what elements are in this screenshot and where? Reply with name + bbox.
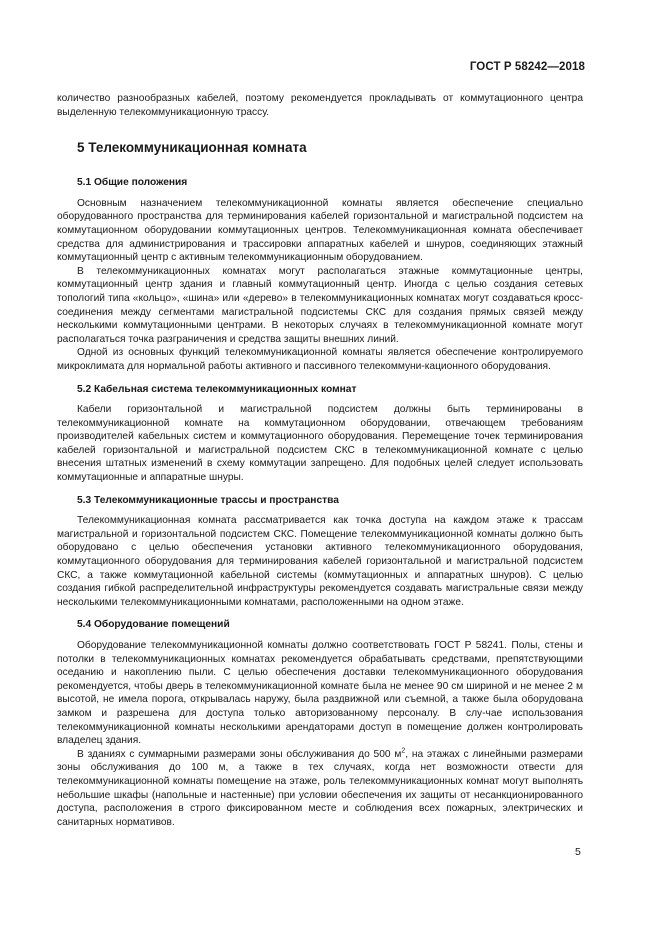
page-content [57,92,583,829]
section-5-2-paragraph-1: Кабели горизонтальной и магистральной подсистем должны быть терминированы в телекоммуникационной комнате на коммутационном оборудовании, отвечающем требованиям производителей кабельных систем и коммутационного оборудования. Перемещение точек терминирования кабелей горизонтальной и магистральной подсистем СКС в телекоммуникационной комнате с целью внесения штатных изменений в схему коммутации запрещено. Для подобных целей следует использовать коммутационные и аппаратные шнуры. [57,404,583,484]
section-5-3-paragraph-1: Телекоммуникационная комната рассматривается как точка доступа на каждом этаже к трассам магистральной и горизонтальной подсистем СКС. Помещение телекоммуникационной комнаты должно быть оборудовано с целью обеспечения установки активного телекоммуникационного оборудования, коммутационного оборудования для терминирования кабелей горизонтальной и магистральной подсистем СКС, а также коммутационной кабельной системы (коммутационных и аппаратных шнуров). С целью создания гибкой распределительной инфраструктуры рекомендуется создавать магистральные связи между несколькими телекоммуникационными комнатами, расположенными на одном этаже. [57,515,583,608]
section-5-1-heading: 5.1 Общие положения [77,177,188,189]
section-5-heading: 5 Телекоммуникационная комната [77,140,307,156]
page-number: 5 [575,846,581,858]
section-5-2-heading: 5.2 Кабельная система телекоммуникационных комнат [77,383,357,395]
paragraph-text-part-2: , на этажах с линейными размерами зоны обслуживания до 100 м, а также в тех случаях, когда нет возможности отвести для телекоммуникационной комнаты помещение на этаже, роль телекоммуникационных комнат могут выполнять небольшие шкафы (напольные и настенные) при условии обеспечения их защиты от несанкционированного доступа, расположения в строго фиксированном месте и соблюдения всех пожарных, электрических и санитарных нормативов. [57,748,584,828]
section-5-1-paragraph-3: Одной из основных функций телекоммуникационной комнаты является обеспечение контролируемого микроклимата для нормальной работы активного и пассивного телекоммуни-кационного оборудования. [57,347,583,372]
section-5-1-paragraph-2: В телекоммуникационных комнатах могут располагаться этажные коммутационные центры, коммутационный центр здания и главный коммутационный центр. Иногда с целью создания сетевых топологий типа «кольцо», «шина» или «дерево» в телекоммуникационных комнатах могут создаваться кросс-соединения между сегментами магистральной подсистемы СКС для создания прямых связей между несколькими коммутационными центрами. В некоторых случаях в телекоммуникационной комнате могут располагаться точка разграничения и средства защиты внешних линий. [57,265,583,345]
section-5-3-heading: 5.3 Телекоммуникационные трассы и пространства [77,494,339,506]
section-5-4-paragraph-2 [57,748,583,830]
section-5-4-paragraph-1: Оборудование телекоммуникационной комнаты должно соответствовать ГОСТ Р 58241. Полы, стены и потолки в телекоммуникационных комнатах рекомендуется обрабатывать средствами, препятствующими оседанию и накоплению пыли. С целью обеспечения доставки телекоммуникационного оборудования рекомендуется, чтобы дверь в телекоммуникационной комнате была не менее 90 см шириной и не менее 2 м высотой, не имела порога, открывалась наружу, была раздвижной или съемной, а также была оборудована замком и разрешена для доступа только авторизованному персоналу. В слу-чае использования телекоммуникационной комнаты несколькими арендаторами доступ в помещение должен контролировать владелец здания. [57,640,583,747]
standard-header: ГОСТ Р 58242—2018 [469,61,585,73]
section-5-4-heading: 5.4 Оборудование помещений [77,619,230,631]
intro-paragraph: количество разнообразных кабелей, поэтому рекомендуется прокладывать от коммутационного центра выделенную телекоммуникационную трассу. [57,93,583,118]
square-superscript: 2 [401,747,406,755]
section-5-1-paragraph-1: Основным назначением телекоммуникационной комнаты является обеспечение специально оборудованного пространства для терминирования кабелей горизонтальной и магистральной подсистем на коммутационном оборудовании коммутационных центров. Телекоммуникационная комната обеспечивает средства для администрирования и трассировки аппаратных кабелей и шнуров, соединяющих этажный коммутационный центр с активным телекоммуникационным оборудованием. [57,197,583,264]
paragraph-text-part-1: В зданиях с суммарными размерами зоны обслуживания до 500 м [77,748,402,760]
